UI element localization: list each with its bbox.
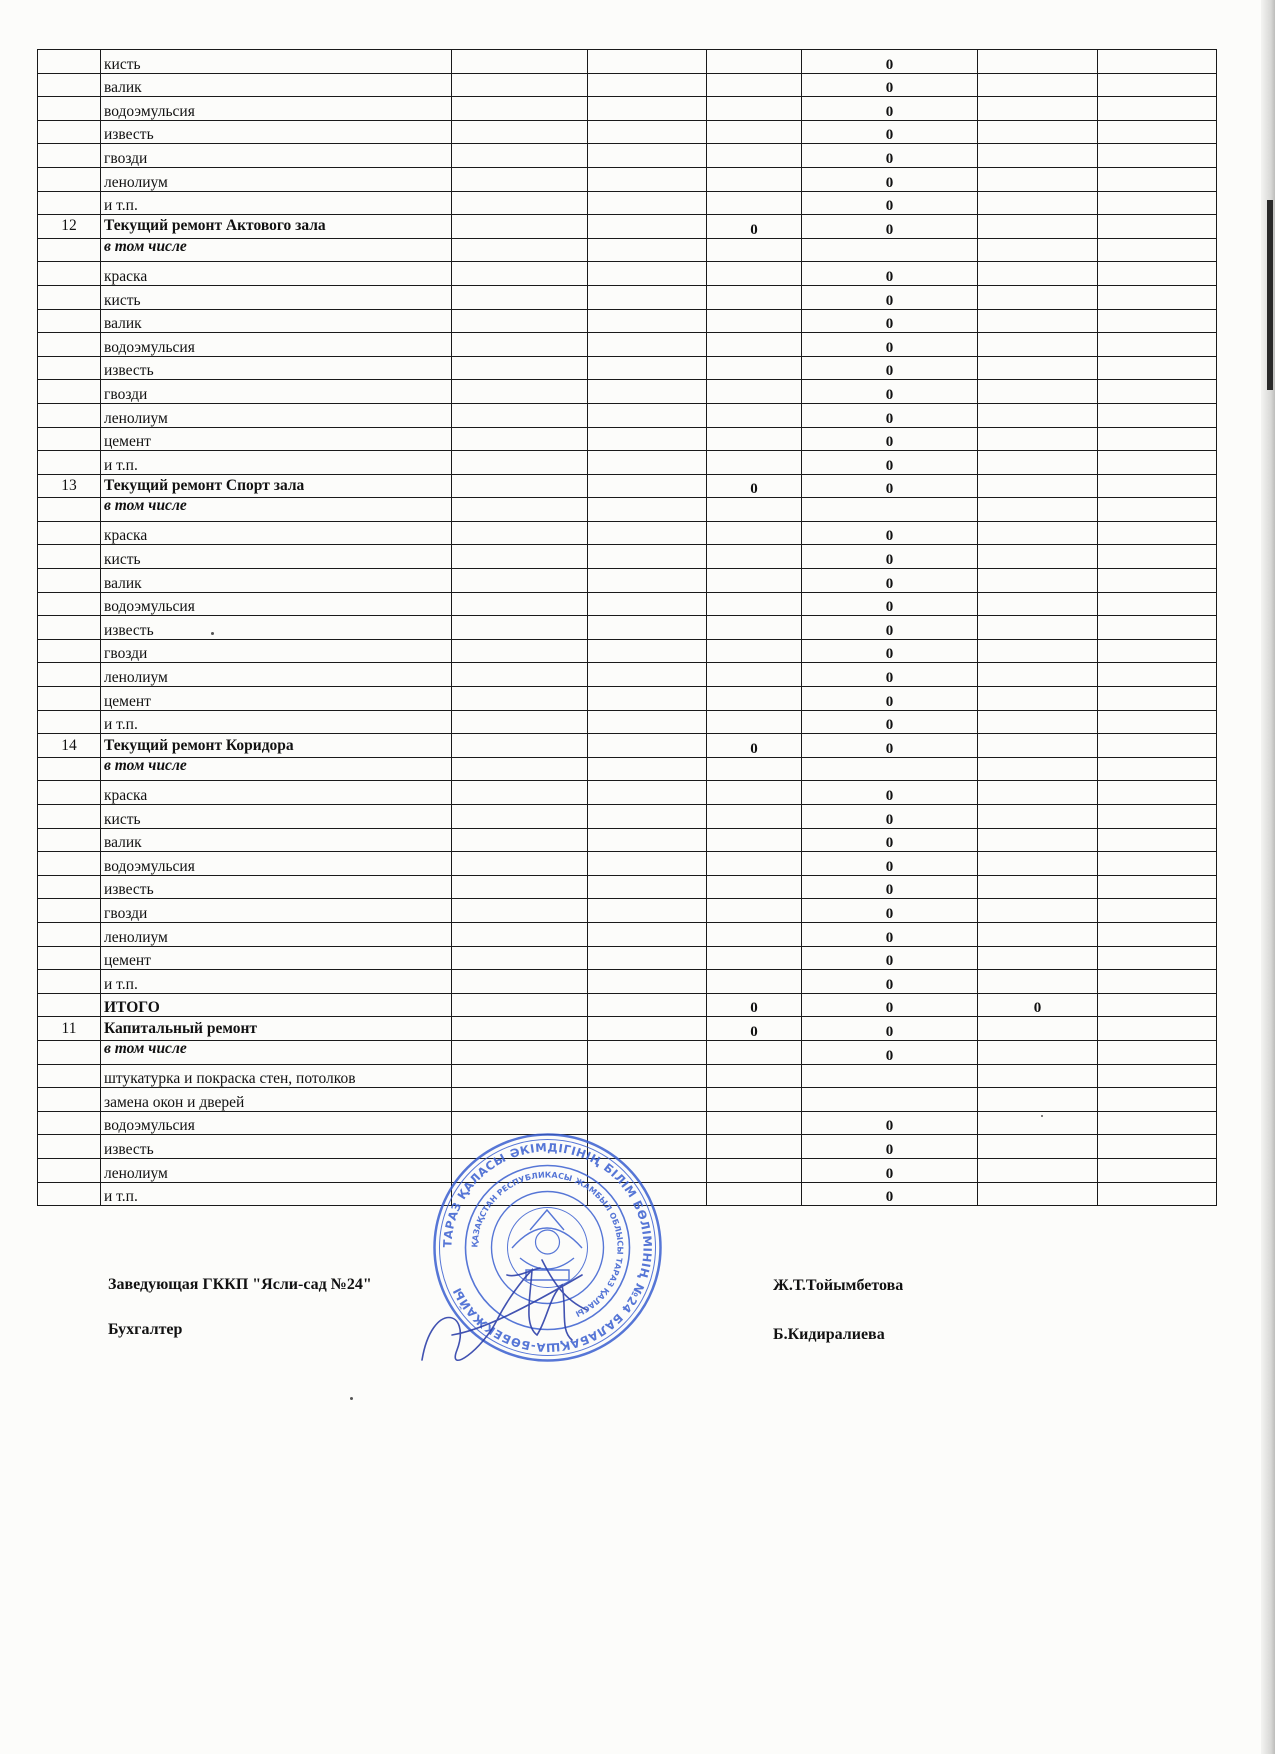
value-cell: 0 xyxy=(802,899,978,923)
value-cell: 0 xyxy=(802,521,978,545)
value-cell: 0 xyxy=(802,73,978,97)
head-name: Ж.Т.Тойымбетова xyxy=(773,1277,904,1294)
row-number-cell: 11 xyxy=(38,1017,101,1041)
item-name-cell: кисть xyxy=(101,545,452,569)
value-cell: 0 xyxy=(802,946,978,970)
item-name-cell: замена окон и дверей xyxy=(101,1088,452,1112)
item-name-cell: валик xyxy=(101,569,452,593)
value-cell: 0 xyxy=(802,1158,978,1182)
value-cell: 0 xyxy=(802,144,978,168)
item-name-cell: гвозди xyxy=(101,899,452,923)
value-cell: 0 xyxy=(802,1111,978,1135)
value-cell: 0 xyxy=(802,451,978,475)
value-cell: 0 xyxy=(802,639,978,663)
item-name-cell: и т.п. xyxy=(101,710,452,734)
item-name-cell: водоэмульсия xyxy=(101,333,452,357)
value-cell: 0 xyxy=(802,993,978,1017)
row-number-cell: 13 xyxy=(38,474,101,498)
value-cell: 0 xyxy=(802,781,978,805)
stamp-inner-text: ҚАЗАҚСТАН РЕСПУБЛИКАСЫ ЖАМБЫЛ ОБЛЫСЫ ТАРАЗ ҚАЛАСЫ xyxy=(470,1170,625,1319)
item-name-cell: валик xyxy=(101,828,452,852)
value-cell: 0 xyxy=(802,309,978,333)
value-cell: 0 xyxy=(802,1135,978,1159)
value-cell: 0 xyxy=(802,805,978,829)
item-name-cell: ленолиум xyxy=(101,1158,452,1182)
value-cell: 0 xyxy=(802,215,978,239)
item-name-cell: ленолиум xyxy=(101,663,452,687)
value-cell: 0 xyxy=(802,1182,978,1206)
accountant-label: Бухгалтер xyxy=(108,1321,183,1338)
item-name-cell: гвозди xyxy=(101,380,452,404)
item-name-cell: известь xyxy=(101,616,452,640)
scan-speck xyxy=(1041,1115,1043,1117)
value-cell: 0 xyxy=(802,710,978,734)
item-name-cell: кисть xyxy=(101,50,452,74)
item-name-cell: в том числе xyxy=(101,238,452,262)
scan-speck xyxy=(350,1397,353,1400)
value-cell: 0 xyxy=(802,734,978,758)
value-cell: 0 xyxy=(707,474,802,498)
value-cell: 0 xyxy=(802,120,978,144)
value-cell: 0 xyxy=(802,970,978,994)
accountant-name: Б.Кидиралиева xyxy=(773,1326,885,1343)
value-cell: 0 xyxy=(707,993,802,1017)
value-cell: 0 xyxy=(802,427,978,451)
value-cell: 0 xyxy=(802,1017,978,1041)
item-name-cell: валик xyxy=(101,73,452,97)
item-name-cell: и т.п. xyxy=(101,451,452,475)
scan-speck xyxy=(211,632,214,635)
item-name-cell: кисть xyxy=(101,285,452,309)
item-name-cell: и т.п. xyxy=(101,1182,452,1206)
value-cell: 0 xyxy=(802,1040,978,1064)
item-name-cell: валик xyxy=(101,309,452,333)
item-name-cell: и т.п. xyxy=(101,970,452,994)
item-name-cell: водоэмульсия xyxy=(101,852,452,876)
value-cell: 0 xyxy=(802,285,978,309)
value-cell: 0 xyxy=(802,616,978,640)
item-name-cell: и т.п. xyxy=(101,191,452,215)
item-name-cell: цемент xyxy=(101,427,452,451)
value-cell: 0 xyxy=(802,852,978,876)
stamp-outer-text: ТАРАЗ ҚАЛАСЫ ӘКІМДІГІНІҢ БІЛІМ БӨЛІМІНІҢ №24 БАЛАБАҚША-БӨБЕКЖАЙЫ xyxy=(440,1140,655,1355)
value-cell: 0 xyxy=(802,687,978,711)
value-cell: 0 xyxy=(802,875,978,899)
item-name-cell: водоэмульсия xyxy=(101,1111,452,1135)
item-name-cell: ленолиум xyxy=(101,403,452,427)
item-name-cell: Текущий ремонт Коридора xyxy=(101,734,452,758)
item-name-cell: краска xyxy=(101,262,452,286)
item-name-cell: известь xyxy=(101,356,452,380)
row-number-cell: 12 xyxy=(38,215,101,239)
item-name-cell: штукатурка и покраска стен, потолков xyxy=(101,1064,452,1088)
item-name-cell: гвозди xyxy=(101,639,452,663)
value-cell: 0 xyxy=(707,1017,802,1041)
value-cell: 0 xyxy=(802,167,978,191)
value-cell: 0 xyxy=(802,545,978,569)
item-name-cell: кисть xyxy=(101,805,452,829)
item-name-cell: водоэмульсия xyxy=(101,592,452,616)
value-cell: 0 xyxy=(802,262,978,286)
value-cell: 0 xyxy=(802,828,978,852)
value-cell: 0 xyxy=(802,569,978,593)
value-cell: 0 xyxy=(802,97,978,121)
item-name-cell: ленолиум xyxy=(101,922,452,946)
value-cell: 0 xyxy=(802,50,978,74)
item-name-cell: цемент xyxy=(101,687,452,711)
item-name-cell: ИТОГО xyxy=(101,993,452,1017)
item-name-cell: в том числе xyxy=(101,757,452,781)
row-number-cell: 14 xyxy=(38,734,101,758)
value-cell: 0 xyxy=(802,663,978,687)
value-cell: 0 xyxy=(802,380,978,404)
item-name-cell: в том числе xyxy=(101,1040,452,1064)
item-name-cell: водоэмульсия xyxy=(101,97,452,121)
value-cell: 0 xyxy=(802,356,978,380)
item-name-cell: краска xyxy=(101,521,452,545)
item-name-cell: Текущий ремонт Спорт зала xyxy=(101,474,452,498)
item-name-cell: ленолиум xyxy=(101,167,452,191)
value-cell: 0 xyxy=(802,592,978,616)
item-name-cell: известь xyxy=(101,1135,452,1159)
item-name-cell: в том числе xyxy=(101,498,452,522)
value-cell: 0 xyxy=(802,474,978,498)
value-cell: 0 xyxy=(707,215,802,239)
item-name-cell: Капитальный ремонт xyxy=(101,1017,452,1041)
item-name-cell: Текущий ремонт Актового зала xyxy=(101,215,452,239)
value-cell: 0 xyxy=(978,993,1098,1017)
item-name-cell: известь xyxy=(101,875,452,899)
value-cell: 0 xyxy=(802,191,978,215)
item-name-cell: краска xyxy=(101,781,452,805)
value-cell: 0 xyxy=(707,734,802,758)
value-cell: 0 xyxy=(802,922,978,946)
head-label: Заведующая ГККП "Ясли-сад №24" xyxy=(108,1276,372,1293)
item-name-cell: гвозди xyxy=(101,144,452,168)
value-cell: 0 xyxy=(802,333,978,357)
item-name-cell: известь xyxy=(101,120,452,144)
value-cell: 0 xyxy=(802,403,978,427)
item-name-cell: цемент xyxy=(101,946,452,970)
